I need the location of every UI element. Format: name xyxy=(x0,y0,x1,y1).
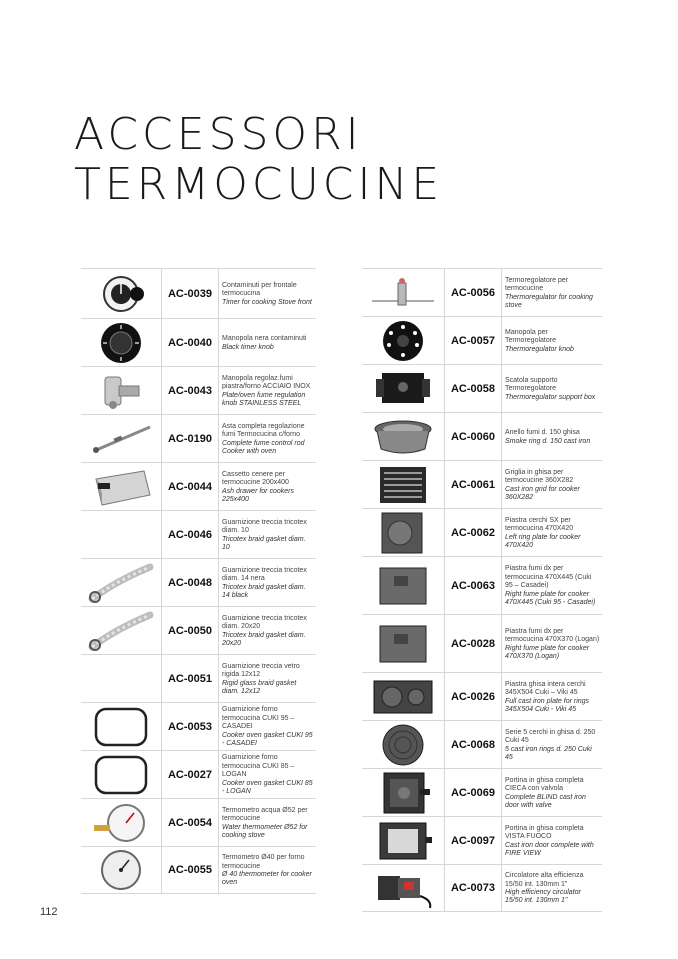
description-italian: Piastra fumi dx per termocucina 470X370 (Logan) xyxy=(505,627,600,644)
smoke-ring-icon xyxy=(368,415,438,459)
oven-gasket-icon xyxy=(88,705,154,749)
description-english: Ø 40 thermometer for cooker oven xyxy=(222,871,312,887)
product-code: AC-0097 xyxy=(444,817,502,864)
product-code: AC-0058 xyxy=(444,365,502,412)
accessory-row xyxy=(81,318,316,366)
accessory-row xyxy=(81,606,316,654)
product-code: AC-0054 xyxy=(161,799,219,846)
circulator-pump-icon xyxy=(368,866,438,910)
steel-knob-icon xyxy=(91,369,151,413)
product-image xyxy=(362,817,444,864)
product-description xyxy=(219,559,316,606)
description-italian: Manopola per Termoregolatore xyxy=(505,328,556,345)
product-description xyxy=(502,461,602,508)
description-italian: Serie 5 cerchi in ghisa d. 250 Cuki 45 xyxy=(505,728,596,745)
product-description xyxy=(502,317,602,364)
product-image xyxy=(81,655,161,702)
product-image xyxy=(362,413,444,460)
cast-iron-rings-icon xyxy=(373,723,433,767)
product-code: AC-0046 xyxy=(161,511,219,558)
accessory-row xyxy=(362,672,602,720)
description-english: Cooker oven gasket CUKI 85 - LOGAN xyxy=(222,779,313,796)
description-english: Cast iron door complete with FIRE VIEW xyxy=(505,841,594,857)
product-image xyxy=(81,319,161,366)
product-description xyxy=(502,557,602,614)
description-italian: Piastra cerchi SX per termocucina 470X420 xyxy=(505,516,574,533)
description-english: Thermoregulator for cooking stove xyxy=(505,293,593,309)
description-italian: Anello fumi d. 150 ghisa xyxy=(505,429,580,437)
accessory-row xyxy=(362,614,602,672)
product-description xyxy=(219,799,316,846)
accessory-row xyxy=(81,414,316,462)
product-code: AC-0050 xyxy=(161,607,219,654)
description-italian: Griglia in ghisa per termocucine 360X282 xyxy=(505,468,574,485)
product-code: AC-0190 xyxy=(161,415,219,462)
description-english: Cast iron grid for cooker 360X282 xyxy=(505,485,580,501)
accessory-row xyxy=(81,702,316,750)
description-italian: Termoregolatore per termocucine xyxy=(505,276,569,293)
cast-iron-grid-icon xyxy=(370,463,436,507)
accessory-row xyxy=(362,364,602,412)
description-italian: Asta completa regolazione fumi Termocucina c/forno xyxy=(222,422,305,439)
product-code: AC-0057 xyxy=(444,317,502,364)
description-italian: Portina in ghisa completa CIECA con valvola xyxy=(505,776,584,793)
accessory-row xyxy=(81,798,316,846)
description-english: Black timer knob xyxy=(222,343,274,351)
fire-view-door-icon xyxy=(370,819,436,863)
product-image xyxy=(81,511,161,558)
accessory-row xyxy=(81,654,316,702)
fume-plate-icon xyxy=(370,564,436,608)
accessory-row xyxy=(362,508,602,556)
product-description xyxy=(502,769,602,816)
product-code: AC-0069 xyxy=(444,769,502,816)
accessory-row xyxy=(81,462,316,510)
product-image xyxy=(362,509,444,556)
product-code: AC-0053 xyxy=(161,703,219,750)
control-rod-icon xyxy=(88,417,154,461)
accessory-row xyxy=(362,412,602,460)
product-image xyxy=(362,317,444,364)
description-italian: Guarnizione treccia vetro rigida 12x12 xyxy=(222,662,300,679)
description-english: Right fume plate for cooker 470X445 (Cuki 95 - Casadei) xyxy=(505,590,596,607)
product-image xyxy=(81,463,161,510)
product-code: AC-0051 xyxy=(161,655,219,702)
product-code: AC-0061 xyxy=(444,461,502,508)
product-image xyxy=(362,865,444,911)
description-english: Tricotex braid gasket diam. 14 black xyxy=(222,583,306,599)
product-image xyxy=(362,461,444,508)
product-code: AC-0028 xyxy=(444,615,502,672)
product-code: AC-0040 xyxy=(161,319,219,366)
product-description xyxy=(219,751,316,798)
description-italian: Portina in ghisa completa VISTA FUOCO xyxy=(505,824,584,841)
product-image xyxy=(362,365,444,412)
product-code: AC-0060 xyxy=(444,413,502,460)
oven-gasket-icon xyxy=(88,753,154,797)
product-description xyxy=(502,413,602,460)
timer-icon xyxy=(91,272,151,316)
page-title xyxy=(74,110,443,210)
product-description xyxy=(502,615,602,672)
description-english: Full cast iron plate for rings 345X504 Cuki - Viki 45 xyxy=(505,697,590,713)
product-code: AC-0055 xyxy=(161,847,219,893)
water-thermometer-icon xyxy=(88,801,154,845)
product-image xyxy=(81,751,161,798)
support-box-icon xyxy=(370,367,436,411)
description-english: High efficiency circulator 15/50 int. 130mm 1" xyxy=(505,889,581,905)
product-description xyxy=(502,817,602,864)
description-italian: Guarnizione forno termocucina CUKI 85 – LOGAN xyxy=(222,754,295,779)
product-description xyxy=(219,607,316,654)
description-italian: Termometro Ø40 per forno termocucine xyxy=(222,854,305,870)
description-italian: Contaminuti per frontale termocucina xyxy=(222,281,297,298)
description-italian: Circolatore alta efficienza 15/50 int. 130mm 1" xyxy=(505,872,584,888)
description-english: Water thermometer Ø52 for cooking stove xyxy=(222,823,308,839)
description-english: Complete BLIND cast iron door with valve xyxy=(505,793,586,809)
product-image xyxy=(362,557,444,614)
description-italian: Guarnizione treccia tricotex diam. 14 nera xyxy=(222,566,307,583)
description-italian: Guarnizione forno termocucina CUKI 95 – CASADEI xyxy=(222,706,295,731)
product-code: AC-0044 xyxy=(161,463,219,510)
page-number: 112 xyxy=(40,906,58,918)
product-code: AC-0027 xyxy=(161,751,219,798)
description-italian: Piastra fumi dx per termocucina 470X445 (Cuki 95 – Casadei) xyxy=(505,565,592,590)
product-description xyxy=(502,721,602,768)
product-description xyxy=(502,365,602,412)
description-italian: Manopola nera contaminuti xyxy=(222,335,307,343)
description-italian: Cassetto cenere per termocucine 200x400 xyxy=(222,470,289,487)
product-image xyxy=(81,847,161,893)
accessory-row xyxy=(362,768,602,816)
product-code: AC-0073 xyxy=(444,865,502,911)
accessory-row xyxy=(81,846,316,894)
product-description xyxy=(219,415,316,462)
thermoregulator-icon xyxy=(368,271,438,315)
product-code: AC-0048 xyxy=(161,559,219,606)
accessory-row xyxy=(81,558,316,606)
product-image xyxy=(81,559,161,606)
product-description xyxy=(502,865,602,911)
description-english: Timer for cooking Stove front xyxy=(222,298,312,306)
product-image xyxy=(81,367,161,414)
thermoregulator-knob-icon xyxy=(373,319,433,363)
title-line-2: TERMOCUCINE xyxy=(74,159,444,210)
product-image xyxy=(362,269,444,316)
fume-plate-icon xyxy=(370,622,436,666)
product-image xyxy=(81,269,161,318)
braid-gasket-icon xyxy=(86,609,156,653)
product-code: AC-0063 xyxy=(444,557,502,614)
description-english: Tricotex braid gasket diam. 20x20 xyxy=(222,631,306,647)
product-description xyxy=(219,463,316,510)
product-code: AC-0026 xyxy=(444,673,502,720)
product-code: AC-0062 xyxy=(444,509,502,556)
product-description xyxy=(502,673,602,720)
product-code: AC-0068 xyxy=(444,721,502,768)
description-english: Rigid glass braid gasket diam. 12x12 xyxy=(222,679,297,695)
product-image xyxy=(362,769,444,816)
description-english: Right fume plate for cooker 470X370 (Logan) xyxy=(505,644,590,660)
right-accessory-table xyxy=(362,268,602,912)
product-image xyxy=(81,607,161,654)
left-accessory-table xyxy=(81,268,316,894)
ash-drawer-icon xyxy=(88,465,154,509)
product-description xyxy=(502,509,602,556)
title-line-1: ACCESSORI xyxy=(74,109,363,160)
accessory-row xyxy=(81,750,316,798)
product-description xyxy=(219,319,316,366)
description-italian: Guarnizione treccia tricotex diam. 20x20 xyxy=(222,614,307,631)
product-image xyxy=(362,615,444,672)
product-description xyxy=(219,367,316,414)
blind-door-icon xyxy=(370,771,436,815)
product-description xyxy=(219,847,316,893)
description-italian: Piastra ghisa intera cerchi 345X504 Cuki – Viki 45 xyxy=(505,680,586,697)
description-english: 5 cast iron rings d. 250 Cuki 45 xyxy=(505,745,592,761)
description-english: Smoke ring d. 150 cast iron xyxy=(505,437,591,445)
description-italian: Manopola regolaz.fumi piastra/forno ACCIAIO INOX xyxy=(222,374,311,391)
description-english: Complete fume control rod Cooker with oven xyxy=(222,439,305,455)
product-image xyxy=(362,721,444,768)
description-english: Ash drawer for cookers 225x400 xyxy=(222,487,294,503)
accessory-row xyxy=(362,816,602,864)
product-image xyxy=(81,415,161,462)
braid-gasket-icon xyxy=(86,561,156,605)
oven-thermometer-icon xyxy=(91,848,151,892)
product-code: AC-0056 xyxy=(444,269,502,316)
product-description xyxy=(502,269,602,316)
description-english: Thermoregulator support box xyxy=(505,393,596,401)
accessory-row xyxy=(81,366,316,414)
product-description xyxy=(219,703,316,750)
description-italian: Scatola supporto Termoregolatore xyxy=(505,376,558,393)
description-english: Cooker oven gasket CUKI 95 - CASADEI xyxy=(222,731,313,748)
product-image xyxy=(81,703,161,750)
accessory-row xyxy=(362,720,602,768)
description-italian: Termometro acqua Ø52 per termocucine xyxy=(222,806,308,823)
full-plate-icon xyxy=(368,675,438,719)
product-code: AC-0039 xyxy=(161,269,219,318)
product-description xyxy=(219,511,316,558)
accessory-row xyxy=(362,556,602,614)
product-description xyxy=(219,269,316,318)
accessory-row xyxy=(81,268,316,318)
description-english: Thermoregulator knob xyxy=(505,345,574,353)
black-knob-icon xyxy=(91,321,151,365)
description-english: Plate/oven fume regulation knob STAINLESS STEEL xyxy=(222,391,306,407)
product-description xyxy=(219,655,316,702)
description-italian: Guarnizione treccia tricotex diam. 10 xyxy=(222,518,307,535)
product-image xyxy=(362,673,444,720)
accessory-row xyxy=(362,268,602,316)
description-english: Tricotex braid gasket diam. 10 xyxy=(222,535,306,551)
product-image xyxy=(81,799,161,846)
description-english: Left ring plate for cooker 470X420 xyxy=(505,533,581,549)
accessory-row xyxy=(81,510,316,558)
ring-plate-icon xyxy=(370,511,436,555)
accessory-row xyxy=(362,460,602,508)
product-code: AC-0043 xyxy=(161,367,219,414)
accessory-row xyxy=(362,316,602,364)
accessory-row xyxy=(362,864,602,912)
